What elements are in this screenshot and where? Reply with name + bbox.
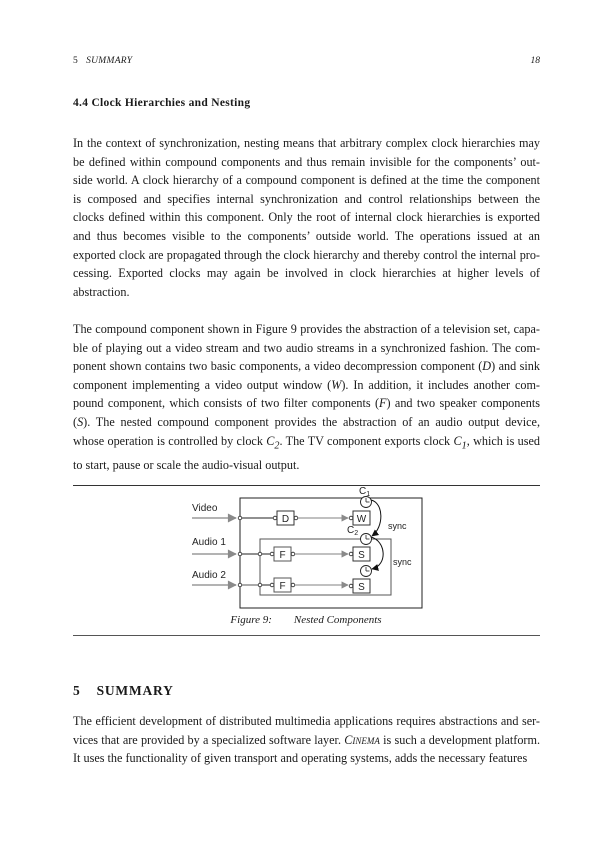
text-run: is such a development platform. It uses the functionality of given transport and operating systems, adds the necessary features xyxy=(73,732,540,766)
running-head-section-title: SUMMARY xyxy=(86,56,133,66)
clock-c1-label: $C_1$ xyxy=(359,486,371,498)
section-heading-4-4: 4.4 Clock Hierarchies and Nesting xyxy=(73,97,251,109)
text-run: ) and two speaker components ( xyxy=(73,396,540,429)
component-s1-label: S xyxy=(358,550,365,561)
figure-caption xyxy=(0,614,612,626)
math-symbol-d: D xyxy=(482,359,492,374)
clock-c1-icon xyxy=(361,497,372,508)
sync-arrow-2 xyxy=(371,537,383,569)
figure-bottom-rule xyxy=(73,635,540,636)
section-title: SUMMARY xyxy=(96,683,174,698)
clock-c2-icon xyxy=(361,534,372,545)
section-number: 5 xyxy=(73,683,81,698)
component-f1-label: F xyxy=(279,550,286,561)
sync-label-2: sync xyxy=(393,557,412,567)
math-symbol-c2 xyxy=(266,433,280,451)
math-subscript: 1 xyxy=(461,440,467,451)
component-s2-label: S xyxy=(358,582,365,593)
clock-c3-icon xyxy=(361,566,372,577)
nested-components-diagram xyxy=(170,485,430,610)
component-f2-label: F xyxy=(279,581,286,592)
figure-caption-text: Nested Components xyxy=(293,614,382,626)
text-run: ). In addition, it includes another com-pound component, which consists of two filter components ( xyxy=(73,377,540,411)
page-number: 18 xyxy=(530,56,540,66)
math-symbol-w: W xyxy=(331,377,342,392)
sync-arrow-1 xyxy=(371,500,381,536)
math-symbol-c1 xyxy=(453,433,467,451)
math-subscript: 2 xyxy=(274,440,280,451)
section-heading-5 xyxy=(73,683,174,699)
paragraph-clock-nesting: In the context of synchronization, nesting means that arbitrary complex clock hierarchies may be defined within compound components and thus remain invisible for the components’ out-side world. A clock hierarchy of a compound component is defined at the time the component is composed and specifies internal synchronization and control relationships between the clocks defined within this component. Only the root of internal clock hierarchies is exported and thus becomes visible to the components’ outside world. The operations issued at an exported clock are propagated through the clock hierarchy and thereby control the internal pro-cessing. Exported clocks may again be involved in clock hierarchies at higher levels of abstraction. xyxy=(73,136,540,299)
math-symbol-s: S xyxy=(77,414,84,429)
text-run: , which is used to start, pause or scale the audio-visual output. xyxy=(73,433,540,472)
figure-nested-components xyxy=(170,485,430,610)
clock-c2-label: $C_2$ xyxy=(347,525,359,537)
component-w-label: W xyxy=(356,514,367,525)
running-head-section xyxy=(73,56,132,66)
component-d-label: D xyxy=(281,514,290,525)
math-symbol-f: F xyxy=(379,396,387,411)
math-base: C xyxy=(453,433,462,448)
figure-label: Figure 9: xyxy=(230,614,272,626)
paragraph-figure-description xyxy=(73,320,540,474)
input-label-video: Video xyxy=(192,503,218,514)
text-run: The efficient development of distributed multimedia applications requires abstractions and ser-vices that are provided by a specialized software layer. xyxy=(73,714,540,747)
tv-compound-box xyxy=(240,498,422,608)
text-run: ) and sink component implementing a video output window ( xyxy=(73,359,540,392)
input-label-audio2: Audio 2 xyxy=(192,570,226,581)
text-run: ). The nested compound component provides the abstraction of an audio output device, whose operation is controlled by clock xyxy=(73,414,540,448)
paragraph-summary xyxy=(73,712,540,768)
product-name-cinema: Cinema xyxy=(344,732,380,747)
running-head-section-number: 5 xyxy=(73,56,79,66)
math-base: C xyxy=(266,433,275,448)
text-run: . The TV component exports clock xyxy=(279,433,454,448)
input-label-audio1: Audio 1 xyxy=(192,537,226,548)
text-run: The compound component shown in Figure 9 provides the abstraction of a television set, capa-ble of playing out a video stream and two audio streams in a synchronized fashion. The com-ponent shown contains two basic components, a video decompression component ( xyxy=(73,322,540,374)
running-head xyxy=(73,56,540,70)
sync-label-1: sync xyxy=(388,521,407,531)
